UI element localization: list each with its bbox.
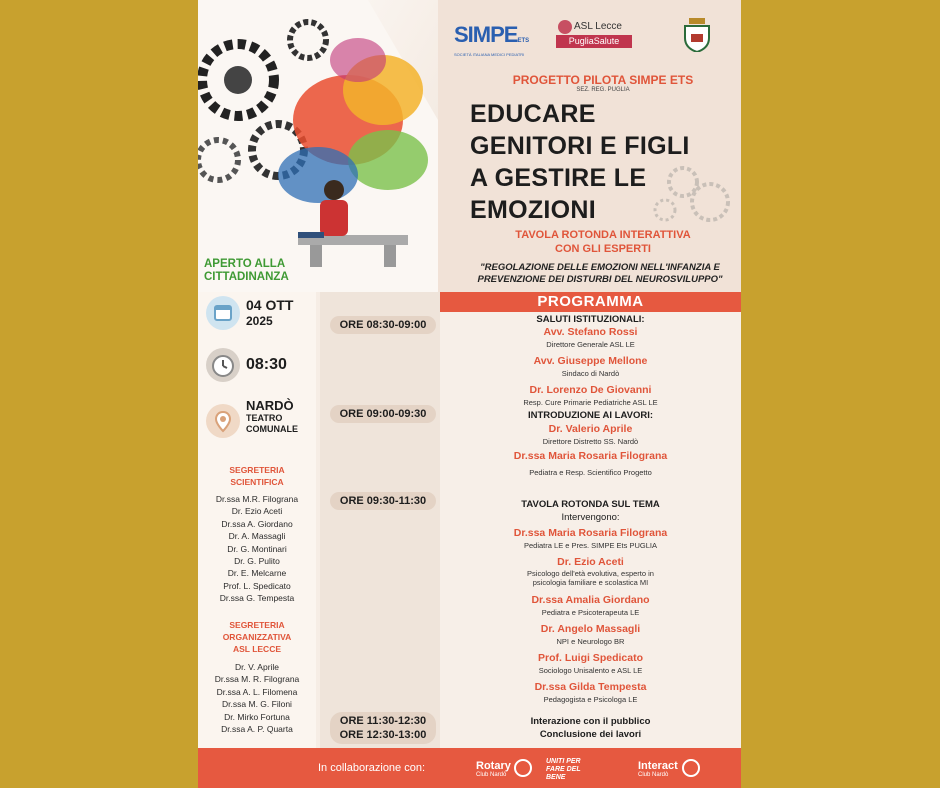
list-item: Dr.ssa A. L. Filomena bbox=[216, 686, 298, 697]
list-item: Dr.ssa M. R. Filograna bbox=[214, 674, 300, 685]
section-heading: INTRODUZIONE AI LAVORI: bbox=[527, 410, 654, 421]
event-subtitle bbox=[498, 228, 708, 256]
list-item: Prof. L. Spedicato bbox=[223, 580, 291, 591]
venue-line: COMUNALE bbox=[246, 424, 298, 434]
interact-wheel-icon bbox=[682, 759, 700, 777]
list-item: Dr.ssa A. P. Quarta bbox=[221, 724, 293, 735]
section-heading: TAVOLA ROTONDA SUL TEMA bbox=[521, 499, 660, 510]
alarm-clock-icon bbox=[206, 348, 240, 382]
speaker-name: Dr.ssa Gilda Tempesta bbox=[534, 681, 647, 693]
list-item: Dr.ssa M.R. Filograna bbox=[215, 494, 299, 504]
event-theme-quote bbox=[460, 262, 740, 286]
speaker-role: Pedagogista e Psicologa LE bbox=[543, 695, 638, 704]
asl-lecce-logo bbox=[556, 20, 632, 50]
simpe-logo-ets: ETS bbox=[517, 38, 530, 44]
speaker-name: Dr.ssa Amalia Giordano bbox=[531, 594, 650, 606]
main-title bbox=[470, 98, 732, 226]
speaker-name: Dr.ssa Maria Rosaria Filograna bbox=[513, 527, 668, 539]
speaker-role: Resp. Cure Primarie Pediatriche ASL LE bbox=[523, 398, 658, 407]
speaker-name: Dr. Angelo Massagli bbox=[540, 623, 641, 635]
interact-club: Club Nardò bbox=[638, 772, 669, 778]
speaker-role: Direttore Distretto SS. Nardò bbox=[542, 437, 639, 446]
scientific-secretariat-list bbox=[198, 493, 316, 605]
list-item: Dr. G. Pulito bbox=[234, 556, 280, 567]
calendar-icon bbox=[206, 296, 240, 330]
date-year: 2025 bbox=[246, 314, 273, 328]
speaker-role: Pediatra e Resp. Scientifico Progetto bbox=[529, 468, 652, 477]
simpe-logo-text: SIMPE bbox=[454, 22, 518, 47]
speaker-role: Sindaco di Nardò bbox=[561, 369, 620, 378]
time-slot: ORE 09:00-09:30 bbox=[330, 405, 436, 423]
location-pin-icon bbox=[206, 404, 240, 438]
main-title-line: GENITORI E FIGLI bbox=[470, 132, 690, 160]
event-city: NARDÒ bbox=[246, 398, 294, 413]
seg-title-line: SCIENTIFICA bbox=[230, 477, 284, 487]
seg-title-line: SEGRETERIA bbox=[229, 620, 285, 630]
uniti-line: BENE bbox=[546, 774, 566, 781]
asl-logo-text: ASL Lecce bbox=[574, 21, 622, 32]
poster-header bbox=[198, 0, 741, 292]
list-item: Dr.ssa M. G. Filoni bbox=[222, 699, 292, 710]
speaker-role: Psicologo dell'età evolutiva, esperto in psicologia familiare e scolastica MI bbox=[527, 569, 654, 587]
open-to-public-label bbox=[204, 258, 314, 284]
speaker-role: Pediatra LE e Pres. SIMPE Ets PUGLIA bbox=[524, 541, 657, 550]
event-info-column bbox=[198, 292, 316, 748]
hero-illustration bbox=[198, 0, 438, 292]
aperto-line: CITTADINANZA bbox=[204, 271, 289, 283]
main-title-line: EDUCARE bbox=[470, 100, 596, 128]
interact-name: Interact bbox=[638, 760, 678, 772]
quote-line: "REGOLAZIONE DELLE EMOZIONI NELL'INFANZIA E bbox=[480, 262, 720, 273]
event-venue bbox=[246, 398, 298, 435]
speaker-role: Sociologo Unisalento e ASL LE bbox=[538, 666, 643, 675]
time-column bbox=[320, 292, 440, 748]
list-item: Dr. A. Massagli bbox=[228, 531, 286, 542]
time-slot: ORE 12:30-13:00 bbox=[339, 729, 427, 741]
section-subheading: Intervengono: bbox=[561, 512, 620, 523]
list-item: Dr.ssa G. Tempesta bbox=[219, 593, 295, 604]
time-slot: ORE 11:30-12:30 bbox=[339, 715, 427, 727]
seg-title-line: SEGRETERIA bbox=[229, 465, 285, 475]
program-header: PROGRAMMA bbox=[440, 292, 741, 312]
program-column bbox=[440, 292, 741, 748]
closing-item: Conclusione dei lavori bbox=[539, 729, 642, 740]
subtitle-line: CON GLI ESPERTI bbox=[555, 243, 651, 255]
speaker-name: Dr. Ezio Aceti bbox=[557, 556, 624, 568]
speaker-name: Dr.ssa Maria Rosaria Filograna bbox=[513, 450, 668, 462]
uniti-line: UNITI PER bbox=[546, 758, 581, 765]
event-time: 08:30 bbox=[246, 356, 287, 373]
uniti-line: FARE DEL bbox=[546, 766, 581, 773]
project-title: PROGETTO PILOTA SIMPE ETS bbox=[512, 73, 694, 87]
simpe-logo-subtitle: SOCIETÀ ITALIANA MEDICI PEDIATRI bbox=[454, 52, 525, 57]
main-title-line: A GESTIRE LE bbox=[470, 164, 647, 192]
rotary-logo bbox=[476, 760, 511, 778]
list-item: Dr. V. Aprile bbox=[234, 662, 280, 672]
asl-tree-icon bbox=[558, 20, 572, 34]
uniti-per-fare-del-bene-logo bbox=[546, 758, 598, 782]
date-day-month: 04 OTT bbox=[246, 297, 294, 313]
list-item: Dr. Mirko Fortuna bbox=[224, 711, 290, 722]
speaker-role: Pediatra e Psicoterapeuta LE bbox=[541, 608, 640, 617]
quote-line: PREVENZIONE DEI DISTURBI DEL NEUROSVILUPPO" bbox=[477, 274, 723, 285]
organizing-secretariat-title bbox=[198, 619, 316, 655]
rotary-wheel-icon bbox=[514, 759, 532, 777]
speaker-name: Avv. Stefano Rossi bbox=[543, 326, 638, 338]
list-item: Dr. Ezio Aceti bbox=[231, 506, 283, 517]
footer-bar bbox=[198, 748, 741, 788]
city-crest-icon bbox=[683, 18, 711, 52]
event-poster bbox=[198, 0, 741, 788]
project-subtitle: SEZ. REG. PUGLIA bbox=[576, 87, 630, 93]
venue-line: TEATRO bbox=[246, 413, 283, 423]
time-slot: ORE 08:30-09:00 bbox=[330, 316, 436, 334]
time-slot-final bbox=[330, 712, 436, 744]
list-item: Dr. E. Melcarne bbox=[227, 568, 287, 579]
seg-title-line: ASL LECCE bbox=[232, 644, 282, 654]
scientific-secretariat-title bbox=[198, 464, 316, 488]
gears-and-paint-illustration bbox=[198, 0, 438, 292]
rotary-name: Rotary bbox=[476, 760, 511, 772]
speaker-role: NPI e Neurologo BR bbox=[556, 637, 625, 646]
section-heading: SALUTI ISTITUZIONALI: bbox=[536, 314, 645, 325]
aperto-line: APERTO ALLA bbox=[204, 258, 286, 270]
speaker-name: Dr. Lorenzo De Giovanni bbox=[529, 384, 652, 396]
closing-item: Interazione con il pubblico bbox=[530, 716, 651, 727]
puglia-salute-text: PugliaSalute bbox=[556, 35, 632, 48]
speaker-role: Direttore Generale ASL LE bbox=[546, 340, 635, 349]
speaker-name: Avv. Giuseppe Mellone bbox=[533, 355, 648, 367]
simpe-logo bbox=[454, 22, 530, 57]
list-item: Dr.ssa A. Giordano bbox=[221, 518, 293, 529]
list-item: Dr. G. Montinari bbox=[227, 543, 287, 554]
speaker-name: Dr. Valerio Aprile bbox=[548, 423, 633, 435]
organizing-secretariat-list bbox=[198, 661, 316, 735]
interact-logo bbox=[638, 760, 678, 778]
event-date bbox=[246, 297, 293, 329]
rotary-club: Club Nardò bbox=[476, 772, 507, 778]
main-title-line: EMOZIONI bbox=[470, 196, 597, 224]
speaker-name: Prof. Luigi Spedicato bbox=[537, 652, 643, 664]
subtitle-line: TAVOLA ROTONDA INTERATTIVA bbox=[515, 229, 691, 241]
seg-title-line: ORGANIZZATIVA bbox=[222, 632, 292, 642]
collaboration-label: In collaborazione con: bbox=[318, 762, 426, 774]
time-slot: ORE 09:30-11:30 bbox=[330, 492, 436, 510]
